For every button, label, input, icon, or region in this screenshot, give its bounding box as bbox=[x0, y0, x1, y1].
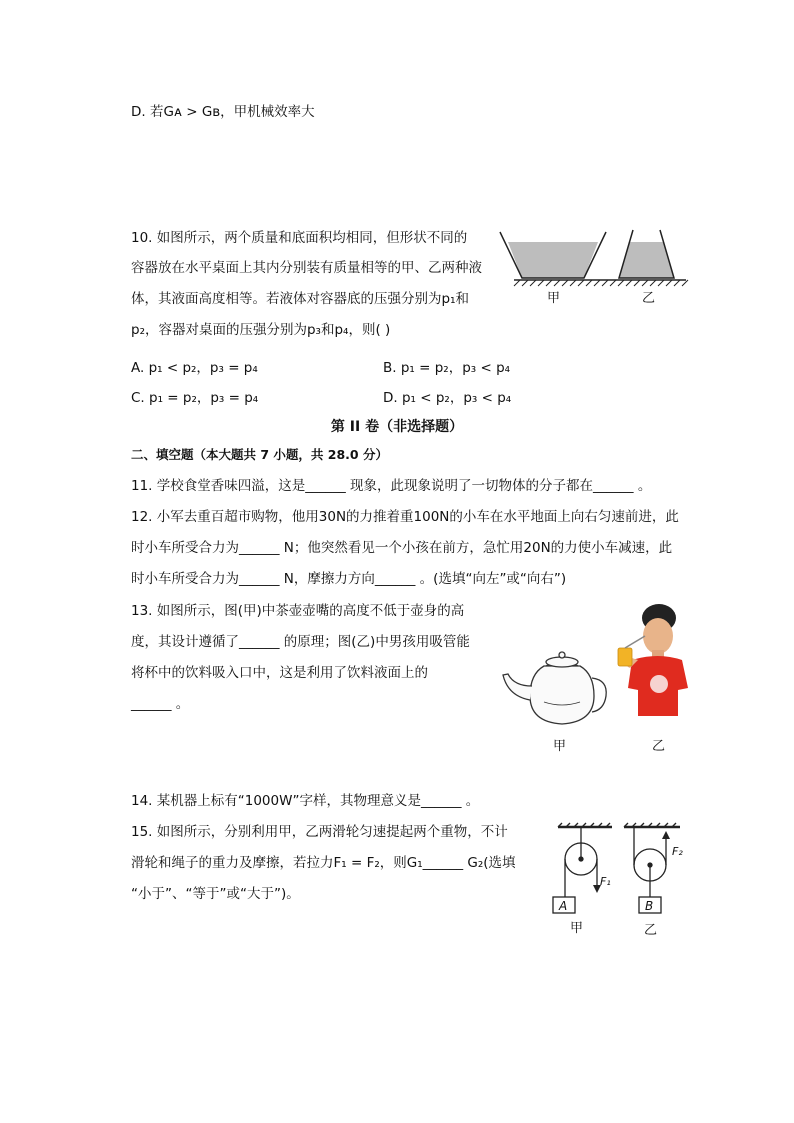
q15-line-1: 15. 如图所示，分别利用甲，乙两滑轮匀速提起两个重物，不计 bbox=[131, 824, 508, 840]
q11-text: 11. 学校食堂香味四溢，这是______ 现象，此现象说明了一切物体的分子都在______ 。 bbox=[131, 478, 652, 494]
q10-line-3: 体，其液面高度相等。若液体对容器底的压强分别为p₁和 bbox=[131, 291, 469, 307]
part-2-title: 第 II 卷（非选择题） bbox=[330, 419, 464, 435]
q13-line-4: ______ 。 bbox=[131, 696, 190, 712]
q12-line-3: 时小车所受合力为______ N，摩擦力方向______ 。(选填“向左”或“向右”) bbox=[131, 571, 567, 587]
q10-option-d: D. p₁ < p₂，p₃ < p₄ bbox=[383, 390, 512, 406]
section-fill-in-blank: 二、填空题（本大题共 7 小题，共 28.0 分） bbox=[131, 447, 388, 462]
q15-figure-label-jia: 甲 bbox=[570, 921, 584, 936]
q15-line-2: 滑轮和绳子的重力及摩擦，若拉力F₁ = F₂，则G₁______ G₂(选填 bbox=[131, 855, 516, 871]
q13-line-3: 将杯中的饮料吸入口中，这是利用了饮料液面上的 bbox=[131, 665, 428, 681]
boy-drinking-icon bbox=[618, 604, 688, 716]
q12-line-1: 12. 小军去重百超市购物，他用30N的力推着重100N的小车在水平地面上向右匀速前进，此 bbox=[131, 509, 679, 525]
q10-option-b: B. p₁ = p₂，p₃ < p₄ bbox=[383, 360, 511, 376]
container-jia-liquid bbox=[508, 242, 598, 278]
q15-pulley-figure bbox=[548, 823, 708, 938]
q10-option-c: C. p₁ = p₂，p₃ = p₄ bbox=[131, 390, 259, 406]
block-a-label: A bbox=[559, 899, 568, 913]
q10-containers-figure bbox=[500, 228, 700, 308]
q13-figure-label-jia: 甲 bbox=[553, 739, 567, 754]
block-b-label: B bbox=[645, 899, 654, 913]
q15-line-3: “小于”、“等于”或“大于”)。 bbox=[131, 886, 300, 902]
q14-text: 14. 某机器上标有“1000W”字样，其物理意义是______ 。 bbox=[131, 793, 480, 809]
q13-figure-label-yi: 乙 bbox=[652, 739, 666, 754]
q10-line-1: 10. 如图所示，两个质量和底面积均相同，但形状不同的 bbox=[131, 230, 468, 246]
q15-figure-label-yi: 乙 bbox=[644, 923, 658, 938]
q9-option-d: D. 若Gᴀ > Gʙ，甲机械效率大 bbox=[131, 104, 315, 120]
q10-option-a: A. p₁ < p₂，p₃ = p₄ bbox=[131, 360, 258, 376]
table-hatch bbox=[514, 280, 688, 286]
q13-line-2: 度，其设计遵循了______ 的原理；图(乙)中男孩用吸管能 bbox=[131, 634, 470, 650]
q10-figure-label-yi: 乙 bbox=[642, 291, 656, 306]
q12-line-2: 时小车所受合力为______ N；他突然看见一个小孩在前方，急忙用20N的力使小车减速，此 bbox=[131, 540, 673, 556]
q10-line-4: p₂，容器对桌面的压强分别为p₃和p₄，则( ) bbox=[131, 322, 391, 338]
q13-figure bbox=[500, 604, 700, 754]
q13-line-1: 13. 如图所示，图(甲)中茶壶壶嘴的高度不低于壶身的高 bbox=[131, 603, 465, 619]
teapot-icon bbox=[503, 652, 606, 724]
f2-arrow-icon bbox=[662, 831, 670, 839]
force-f2-label: F₂ bbox=[672, 845, 683, 858]
q10-figure-label-jia: 甲 bbox=[547, 291, 561, 306]
force-f1-label: F₁ bbox=[600, 875, 611, 888]
q10-line-2: 容器放在水平桌面上其内分别装有质量相等的甲、乙两种液 bbox=[131, 260, 482, 276]
